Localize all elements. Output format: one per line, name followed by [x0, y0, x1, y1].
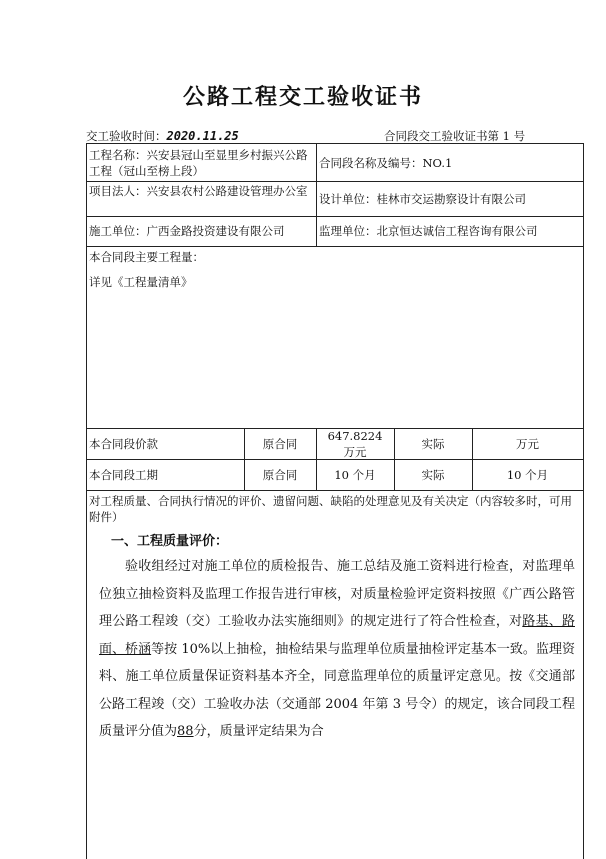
evaluation-header: 对工程质量、合同执行情况的评价、遗留问题、缺陷的处理意见及有关决定（内容较多时，可用附件） [89, 494, 572, 524]
paragraph-part-2: 等按 10%以上抽检，抽检结果与监理单位质量抽检评定基本一致。监理资料、施工单位质量保证资料基本齐全，同意监理单位的质量评定意见。按《交通部公路工程竣（交）工验收办法（交通部 2004 年第 3 号令）的规定，该合同段工程质量评分值为 [99, 641, 575, 739]
quality-score: 88 [177, 724, 194, 739]
period-original-value: 10 个月 [334, 468, 376, 482]
inspected-items: 路基、路面、桥涵 [99, 614, 575, 657]
date-label: 交工验收时间： [86, 129, 167, 143]
price-actual-label: 实际 [421, 437, 445, 451]
page-title: 公路工程交工验收证书 [182, 85, 423, 110]
main-quantities-value: 详见《工程量清单》 [89, 275, 193, 289]
paragraph-part-3: 分，质量评定结果为合 [193, 724, 324, 739]
date-value: 2020.11.25 [166, 129, 239, 143]
project-name: 工程名称：兴安县冠山至显里乡村振兴公路工程（冠山至榜上段） [89, 148, 308, 178]
price-original-label: 原合同 [262, 437, 298, 451]
certificate-number: 合同段交工验收证书第 1 号 [384, 129, 526, 143]
section-title-quality: 一、工程质量评价： [111, 534, 229, 549]
quality-evaluation-paragraph [99, 553, 575, 746]
period-label: 本合同段工期 [89, 468, 158, 482]
contract-section: 合同段名称及编号：NO.1 [319, 156, 453, 170]
acceptance-date [86, 128, 239, 144]
price-original-value: 647.8224 万元 [327, 429, 383, 459]
construction-unit: 施工单位：广西金路投资建设有限公司 [89, 224, 285, 238]
supervision-unit: 监理单位：北京恒达诚信工程咨询有限公司 [319, 224, 538, 238]
period-actual-value: 10 个月 [506, 468, 549, 482]
design-unit: 设计单位：桂林市交运勘察设计有限公司 [319, 192, 526, 206]
price-actual-value: 万元 [516, 437, 539, 451]
period-original-label: 原合同 [262, 468, 298, 482]
price-label: 本合同段价款 [89, 437, 158, 451]
certificate-table [86, 143, 584, 859]
project-owner: 项目法人：兴安县农村公路建设管理办公室 [89, 184, 308, 198]
main-quantities-label: 本合同段主要工程量： [89, 250, 204, 264]
period-actual-label: 实际 [421, 468, 445, 482]
paragraph-part-1: 验收组经过对施工单位的质检报告、施工总结及施工资料进行检查，对监理单位独立抽检资料及监理工作报告进行审核，对质量检验评定资料按照《广西公路管理公路工程竣（交）工验收办法实施细则》的规定进行了符合性检查，对 [99, 559, 575, 629]
